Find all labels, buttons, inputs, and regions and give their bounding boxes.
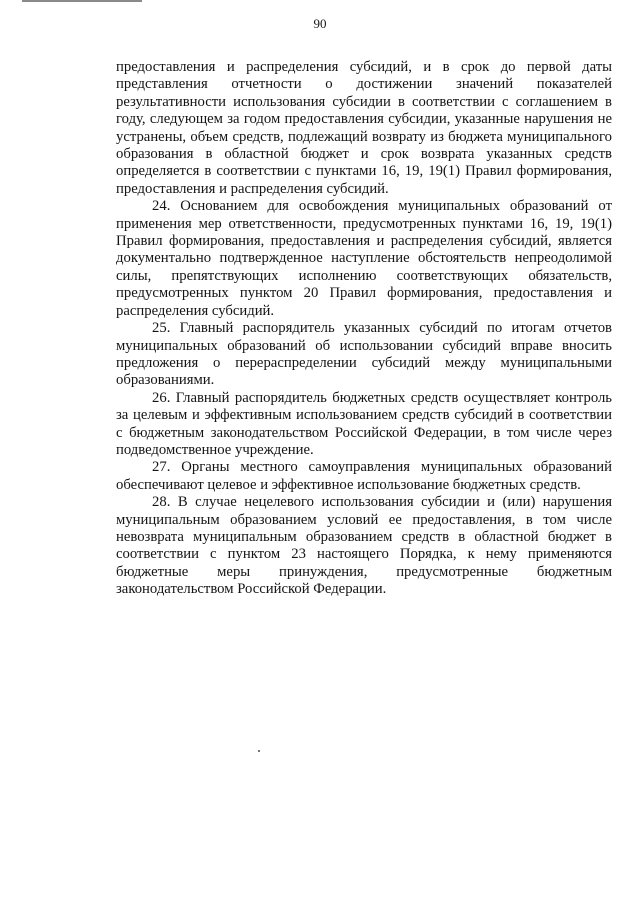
page-number: 90 bbox=[313, 16, 327, 31]
paragraph-item-25: 25. Главный распорядитель указанных субсидий по итогам отчетов муниципальных образований об использовании субсидий вправе вносить предложения о перераспределении субсидий между муниципальными образованиями. bbox=[116, 320, 612, 389]
paragraph-item-26: 26. Главный распорядитель бюджетных средств осуществляет контроль за целевым и эффективным использованием средств субсидий в соответствии с бюджетным законодательством Российской Федерации, в том числе через подведомственное учреждение. bbox=[116, 389, 612, 458]
scan-dot-artifact bbox=[258, 750, 260, 752]
paragraph-continuation: предоставления и распределения субсидий, и в срок до первой даты представления отчетности о достижении значений показателей результативности использования субсидии в соответствии с соглашением в году, следующем за годом предоставления субсидии, указанные нарушения не устранены, объем средств, подлежащий возврату из бюджета муниципального образования в областной бюджет и срок возврата указанных средств определяется в соответствии с пунктами 16, 19, 19(1) Правил формирования, предоставления и распределения субсидий. bbox=[116, 59, 612, 197]
paragraph-item-27: 27. Органы местного самоуправления муниципальных образований обеспечивают целевое и эффективное использование бюджетных средств. bbox=[116, 459, 612, 493]
paragraph-item-28: 28. В случае нецелевого использования субсидии и (или) нарушения муниципальным образованием условий ее предоставления, в том числе невозврата муниципальным образованием средств в областной бюджет в соответствии с пунктом 23 настоящего Порядка, к нему применяются бюджетные меры принуждения, предусмотренные бюджетным законодательством Российской Федерации. bbox=[116, 494, 612, 598]
paragraph-item-24: 24. Основанием для освобождения муниципальных образований от применения мер ответственности, предусмотренных пунктами 16, 19, 19(1) Правил формирования, предоставления и распределения субсидий, является документально подтвержденное наступление обстоятельств непреодолимой силы, препятствующих исполнению соответствующих обязательств, предусмотренных пунктом 20 Правил формирования, предоставления и распределения субсидий. bbox=[116, 198, 612, 319]
document-body bbox=[116, 59, 612, 599]
scan-edge-mark bbox=[22, 0, 142, 2]
